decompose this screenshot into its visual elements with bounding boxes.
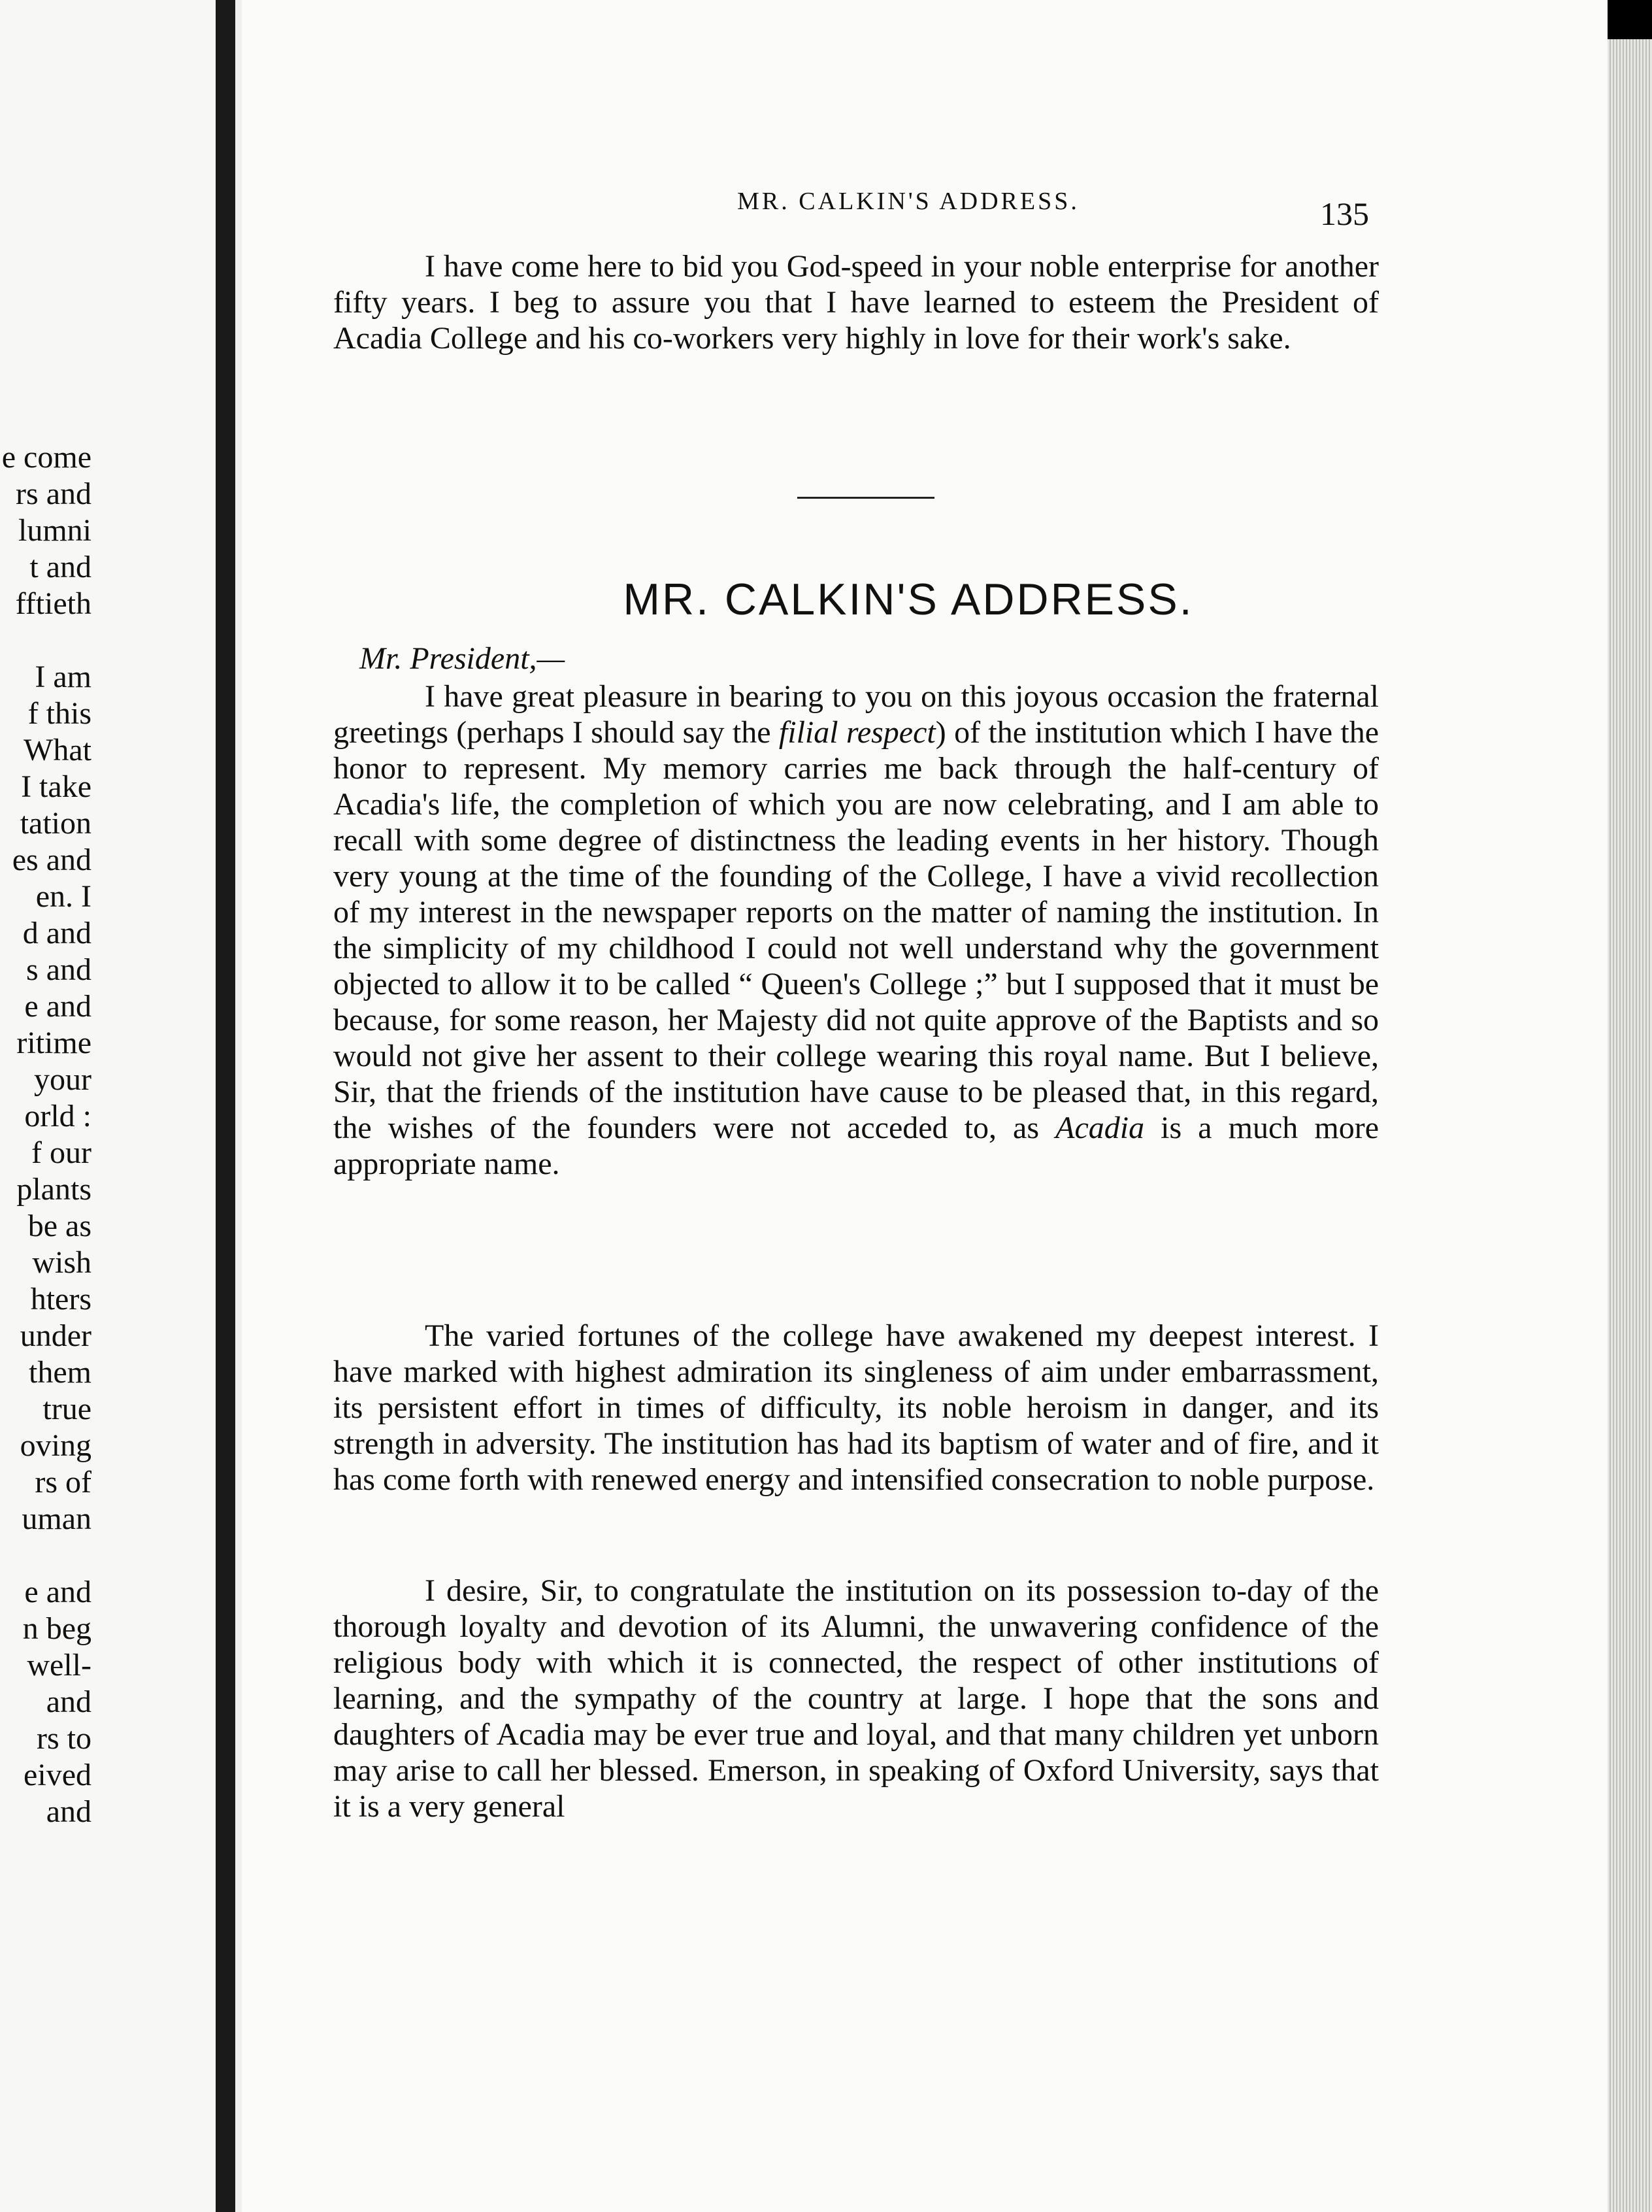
paragraph-2 [333, 1318, 1379, 1498]
facing-page-line: lumni [18, 513, 91, 548]
facing-page-line: e and [24, 989, 91, 1024]
facing-page-line: and [46, 1794, 91, 1829]
p1-part-a: I have great pleasure in bearing to you on this joyous occasion the fraternal greetings (perhaps I should say the [333, 679, 1379, 750]
paragraph-1 [333, 679, 1379, 1182]
facing-page-line: and [46, 1684, 91, 1719]
paragraph-2-text: The varied fortunes of the college have awakened my deepest interest. I have marked with highest admiration its singleness of aim under embarrassment, its persistent effort in times of difficulty, its noble heroism in danger, and its strength in adversity. The institution has had its baptism of water and of fire, and it has come forth with renewed energy and intensified consecration to noble purpose. [333, 1318, 1379, 1497]
facing-page-line: rs of [35, 1465, 91, 1500]
facing-page-line: uman [22, 1501, 91, 1536]
intro-text: I have come here to bid you God-speed in your noble enterprise for another fifty years. I beg to assure you that I have learned to esteem the President of Acadia College and his co-workers very highly in love for their work's sake. [333, 249, 1379, 356]
facing-page-text [2, 439, 91, 1830]
intro-paragraph [333, 248, 1379, 356]
facing-page-line: e and [24, 1575, 91, 1609]
p1-part-b: ) of the institution which I have the honor to represent. My memory carries me back through the half-century of Acadia's life, the completion of which you are now celebrating, and I am able to recall with some degree of distinctness the leading events in her history. Though very young at the time of the founding of the College, I have a vivid recollection of my interest in the newspaper reports on the matter of naming the institution. In the simplicity of my childhood I could not well understand why the government objected to allow it to be called “ Queen's College ;” but I supposed that it must be because, for some reason, her Majesty did not quite approve of the Baptists and so would not give her assent to their college wearing this royal name. But I believe, Sir, that the friends of the institution have cause to be pleased that, in this regard, the wishes of the founders were not acceded to, as [333, 715, 1379, 1145]
facing-page-line: rs to [37, 1721, 91, 1756]
facing-page-line: them [29, 1355, 91, 1390]
facing-page-line: tation [20, 806, 91, 841]
running-head: MR. CALKIN'S ADDRESS. [737, 188, 1080, 215]
facing-page-line: well- [27, 1648, 91, 1683]
p1-emphasis-acadia: Acadia [1055, 1111, 1145, 1145]
facing-page-paragraph-gap [2, 1537, 91, 1574]
facing-page-line: under [20, 1318, 91, 1353]
facing-page-line: wish [32, 1245, 91, 1280]
facing-page-line: en. I [35, 879, 91, 914]
page-number: 135 [1320, 195, 1369, 232]
paragraph-1-text [333, 679, 1379, 1182]
paragraph-3 [333, 1573, 1379, 1824]
facing-page-line: What [24, 733, 91, 767]
facing-page-line: hters [30, 1282, 91, 1316]
facing-page-line: rs and [16, 477, 91, 511]
facing-page-line: t and [29, 550, 91, 584]
facing-page-line: ritime [16, 1026, 91, 1060]
section-title: MR. CALKIN'S ADDRESS. [623, 575, 1194, 624]
p1-emphasis-filial: filial respect [778, 715, 936, 750]
facing-page-line: I take [21, 769, 91, 804]
paragraph-3-text: I desire, Sir, to congratulate the institution on its possession to-day of the thorough loyalty and devotion of its Alumni, the unwavering confidence of the religious body with which it is connected, the respect of other institutions of learning, and the sympathy of the country at large. I hope that the sons and daughters of Acadia may be ever true and loyal, and that many children yet unborn may arise to call her blessed. Emerson, in speaking of Oxford University, says that it is a very general [333, 1573, 1379, 1824]
facing-page-line: f our [31, 1135, 91, 1170]
p1-part-c: is a much more appropriate name. [333, 1111, 1379, 1181]
section-divider [797, 497, 934, 499]
facing-page-line: plants [16, 1172, 91, 1207]
facing-page-line: es and [12, 843, 91, 877]
facing-page-line: d and [22, 916, 91, 950]
facing-page-line: e come [1, 440, 91, 475]
book-gutter [235, 0, 242, 2212]
facing-page-line: s and [26, 952, 91, 987]
salutation: Mr. President,— [359, 641, 565, 676]
facing-page-line: I am [35, 660, 91, 694]
facing-page-line: eived [24, 1758, 91, 1792]
facing-page-line: fftieth [15, 586, 91, 621]
facing-page-edge [216, 0, 235, 2212]
facing-page-line: f this [27, 696, 91, 731]
facing-page-paragraph-gap [2, 622, 91, 659]
facing-page [0, 0, 216, 2212]
facing-page-line: n beg [22, 1611, 91, 1646]
facing-page-line: be as [27, 1209, 91, 1243]
page-stack-edge [1608, 39, 1652, 2212]
facing-page-line: your [34, 1062, 91, 1097]
facing-page-line: true [42, 1392, 91, 1426]
facing-page-line: oving [20, 1428, 91, 1463]
facing-page-line: orld : [24, 1099, 91, 1133]
